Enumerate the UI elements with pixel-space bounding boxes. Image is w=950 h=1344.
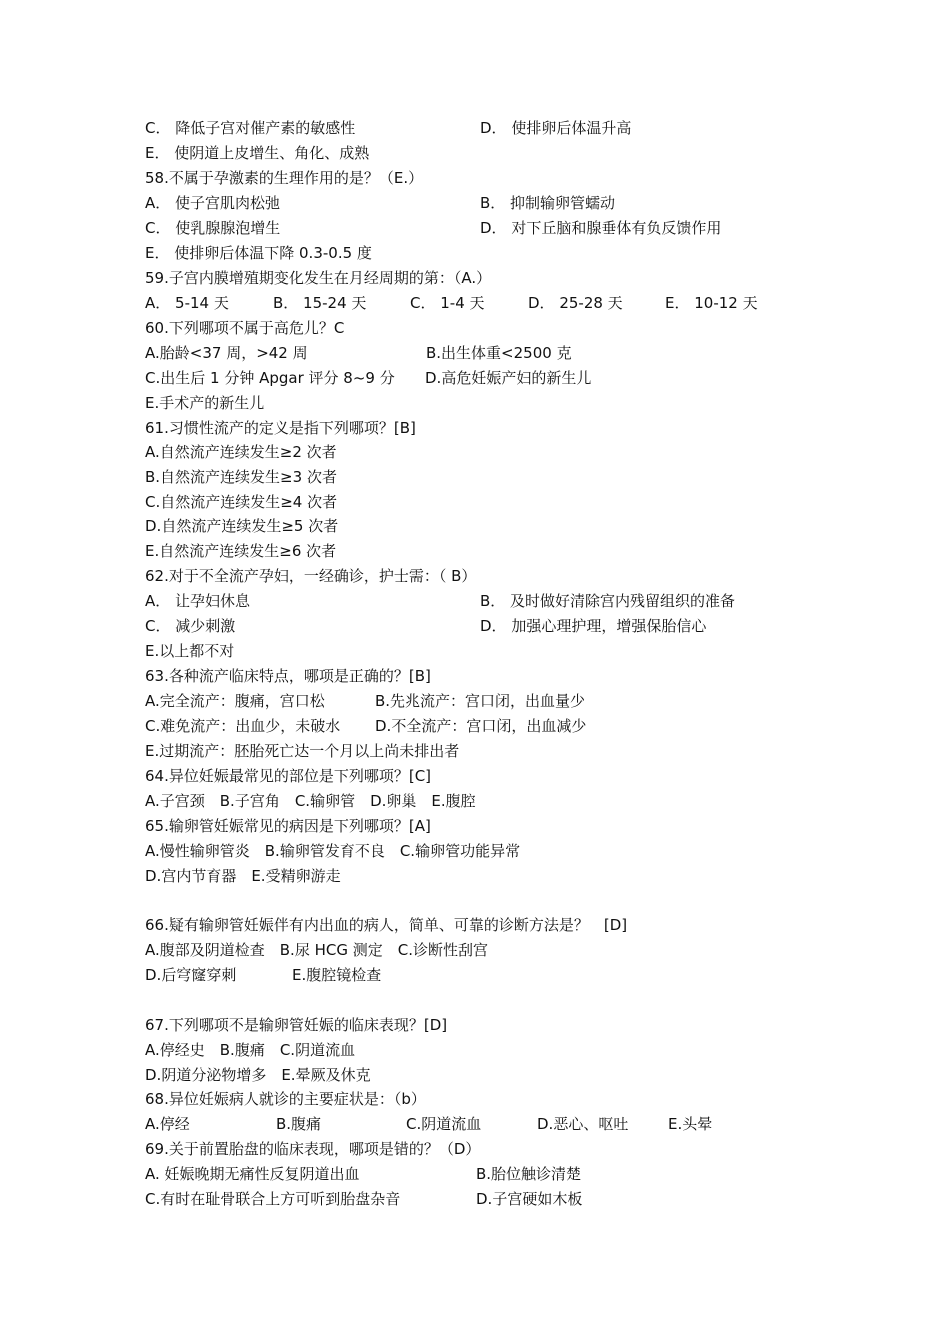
option-text: C.难免流产：出血少，未破水 <box>145 717 341 735</box>
question-68: 68.异位妊娠病人就诊的主要症状是：（b） <box>145 1090 426 1108</box>
question-60: 60.下列哪项不属于高危儿？C <box>145 319 345 337</box>
option-text: A.停经史 B.腹痛 C.阴道流血 <box>145 1041 356 1059</box>
option-text: C． 使乳腺腺泡增生 <box>145 219 281 237</box>
option-text: D.不全流产：宫口闭，出血减少 <box>375 717 587 735</box>
question-62: 62.对于不全流产孕妇，一经确诊，护士需：（ B） <box>145 567 477 585</box>
option-text: A.慢性输卵管炎 B.输卵管发育不良 C.输卵管功能异常 <box>145 842 521 860</box>
option-text: C.自然流产连续发生≥4 次者 <box>145 493 338 511</box>
option-text: C． 减少刺激 <box>145 617 236 635</box>
option-text: D． 使排卵后体温升高 <box>480 119 632 137</box>
question-69: 69.关于前置胎盘的临床表现，哪项是错的？（D） <box>145 1140 481 1158</box>
option-text: E． 使阴道上皮增生、角化、成熟 <box>145 144 370 162</box>
option-text: E.以上都不对 <box>145 642 235 660</box>
option-text: A. 妊娠晚期无痛性反复阴道出血 <box>145 1165 360 1183</box>
option-text: D． 对下丘脑和腺垂体有负反馈作用 <box>480 219 722 237</box>
question-63: 63.各种流产临床特点，哪项是正确的？[B] <box>145 667 431 685</box>
option-text: E.腹腔镜检查 <box>292 966 382 984</box>
option-text: D.自然流产连续发生≥5 次者 <box>145 517 339 535</box>
option-text: A.腹部及阴道检查 B.尿 HCG 测定 C.诊断性刮宫 <box>145 941 488 959</box>
option-text: B． 15-24 天 <box>273 294 367 312</box>
option-text: D.宫内节育器 E.受精卵游走 <box>145 867 341 885</box>
question-65: 65.输卵管妊娠常见的病因是下列哪项？[A] <box>145 817 431 835</box>
option-text: D.阴道分泌物增多 E.晕厥及休克 <box>145 1066 371 1084</box>
question-64: 64.异位妊娠最常见的部位是下列哪项？[C] <box>145 767 432 785</box>
option-text: D.子宫硬如木板 <box>476 1190 583 1208</box>
option-text: B． 及时做好清除宫内残留组织的准备 <box>480 592 736 610</box>
option-text: C.阴道流血 <box>406 1115 482 1133</box>
option-text: A.子宫颈 B.子宫角 C.输卵管 D.卵巢 E.腹腔 <box>145 792 476 810</box>
option-text: B.腹痛 <box>276 1115 322 1133</box>
option-text: D． 25-28 天 <box>528 294 623 312</box>
option-text: A.停经 <box>145 1115 190 1133</box>
option-text: E.自然流产连续发生≥6 次者 <box>145 542 337 560</box>
question-59: 59.子宫内膜增殖期变化发生在月经周期的第：（A.） <box>145 269 492 287</box>
option-text: E． 使排卵后体温下降 0.3-0.5 度 <box>145 244 372 262</box>
option-text: A． 使子宫肌肉松弛 <box>145 194 281 212</box>
option-text: A． 5-14 天 <box>145 294 229 312</box>
option-text: A． 让孕妇休息 <box>145 592 251 610</box>
option-text: A.自然流产连续发生≥2 次者 <box>145 443 337 461</box>
option-text: B.出生体重<2500 克 <box>426 344 572 362</box>
option-text: E． 10-12 天 <box>665 294 758 312</box>
option-text: B.先兆流产：宫口闭，出血量少 <box>375 692 586 710</box>
option-text: B.自然流产连续发生≥3 次者 <box>145 468 337 486</box>
option-text: E.头晕 <box>668 1115 713 1133</box>
option-text: D.后穹窿穿刺 <box>145 966 237 984</box>
option-text: B． 抑制输卵管蠕动 <box>480 194 616 212</box>
question-66: 66.疑有输卵管妊娠伴有内出血的病人，简单、可靠的诊断方法是？ [D] <box>145 916 628 934</box>
option-text: E.手术产的新生儿 <box>145 394 265 412</box>
option-text: C． 1-4 天 <box>410 294 485 312</box>
option-text: C.出生后 1 分钟 Apgar 评分 8~9 分 <box>145 369 395 387</box>
option-text: A.完全流产：腹痛，宫口松 <box>145 692 325 710</box>
option-text: C． 降低子宫对催产素的敏感性 <box>145 119 356 137</box>
option-text: D． 加强心理护理，增强保胎信心 <box>480 617 707 635</box>
option-text: C.有时在耻骨联合上方可听到胎盘杂音 <box>145 1190 401 1208</box>
option-text: E.过期流产：胚胎死亡达一个月以上尚未排出者 <box>145 742 460 760</box>
question-61: 61.习惯性流产的定义是指下列哪项？[B] <box>145 419 416 437</box>
option-text: A.胎龄<37 周，>42 周 <box>145 344 308 362</box>
option-text: B.胎位触诊清楚 <box>476 1165 582 1183</box>
option-text: D.高危妊娠产妇的新生儿 <box>425 369 592 387</box>
option-text: D.恶心、呕吐 <box>537 1115 629 1133</box>
question-67: 67.下列哪项不是输卵管妊娠的临床表现？[D] <box>145 1016 448 1034</box>
question-58: 58.不属于孕激素的生理作用的是？（E.） <box>145 169 424 187</box>
